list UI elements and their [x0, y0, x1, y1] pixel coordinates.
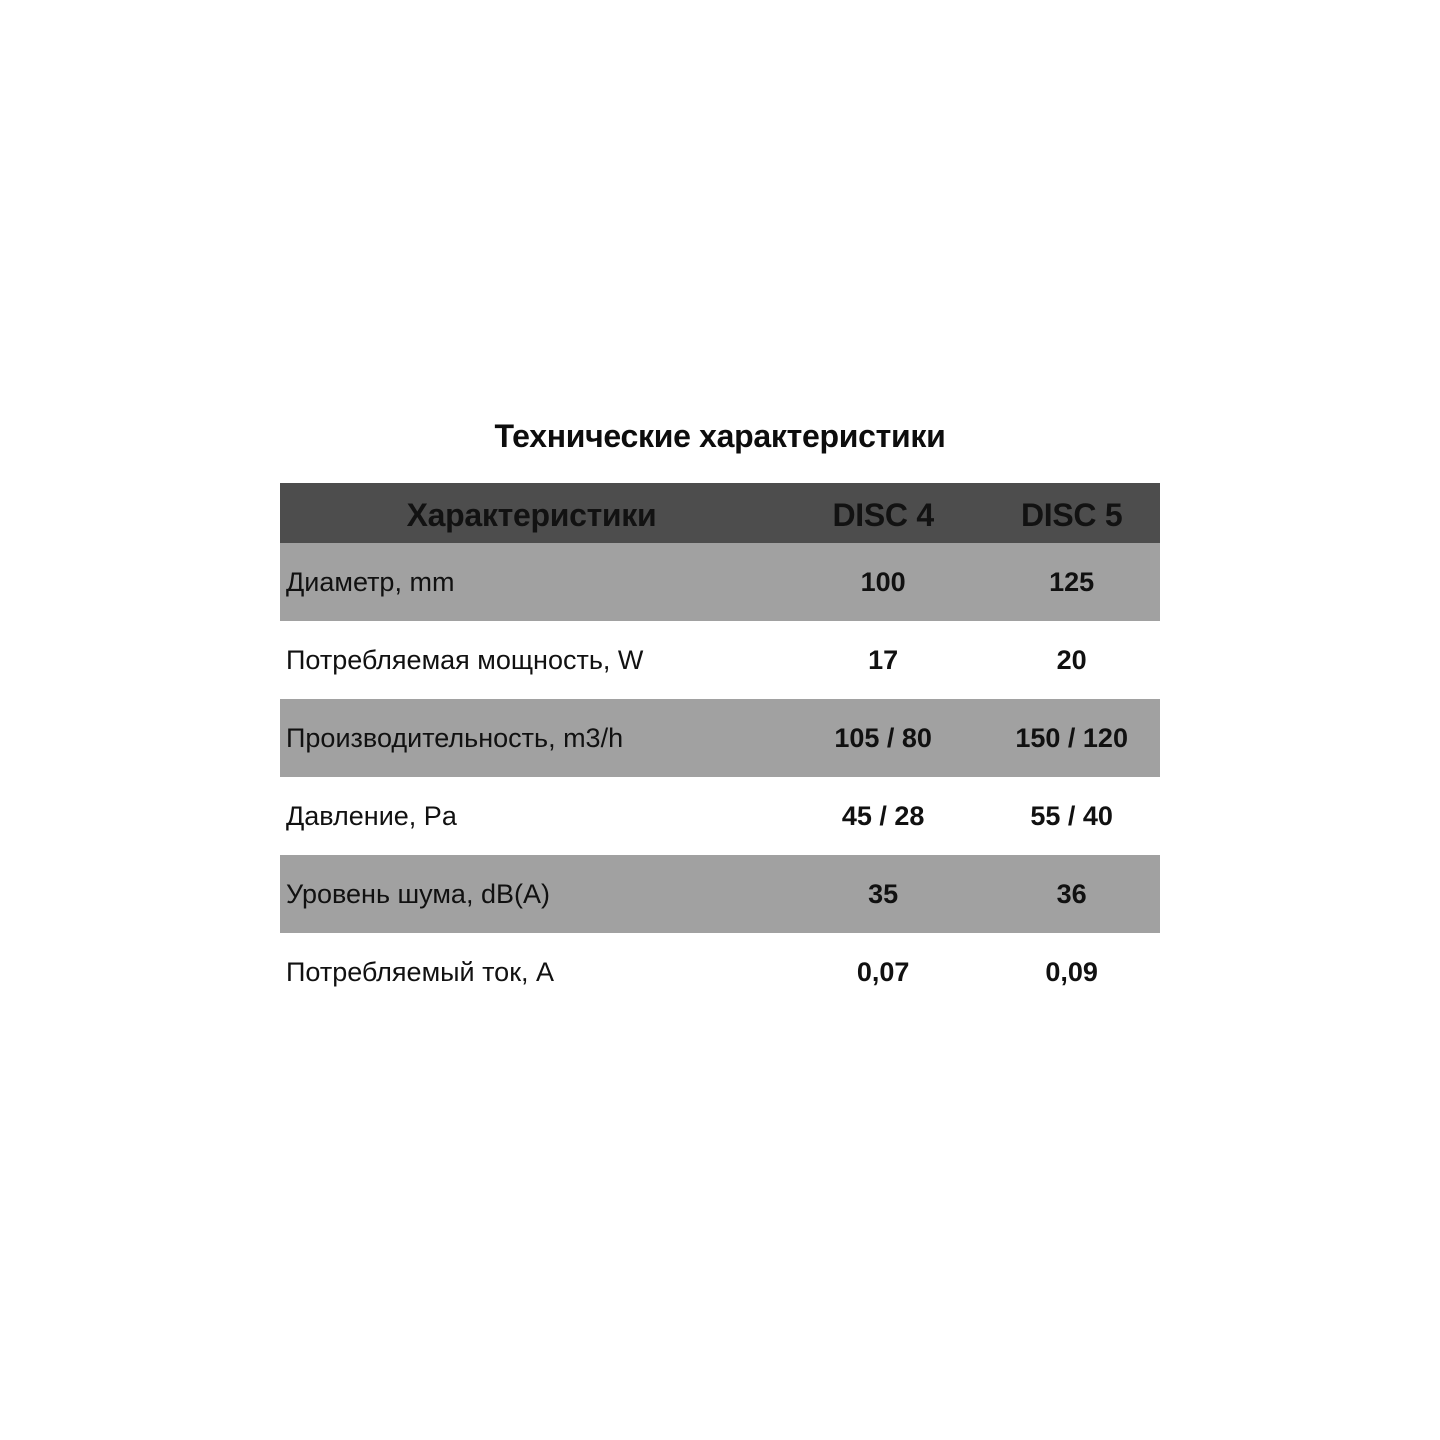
- disc4-value: 45 / 28: [841, 800, 925, 831]
- header-disc-5: DISC 5: [1020, 496, 1123, 533]
- disc4-value: 105 / 80: [834, 722, 932, 753]
- table-row-power: [280, 621, 1160, 699]
- table-row-capacity: [280, 699, 1160, 777]
- disc5-value: 20: [1056, 644, 1087, 675]
- header-disc-4: DISC 4: [832, 496, 934, 533]
- page-title: Технические характеристики: [494, 418, 946, 454]
- disc5-value: 125: [1049, 566, 1095, 597]
- table-header-row: [280, 483, 1160, 543]
- row-label: Диаметр, mm: [286, 566, 455, 597]
- table-row-pressure: [280, 777, 1160, 855]
- disc5-value: 55 / 40: [1030, 800, 1113, 831]
- header-characteristics: Характеристики: [406, 496, 657, 533]
- row-label: Производительность, m3/h: [286, 722, 624, 753]
- table-row-diameter: [280, 543, 1160, 621]
- disc5-value: 0,09: [1045, 956, 1098, 987]
- disc5-value: 150 / 120: [1015, 722, 1128, 753]
- row-label: Потребляемая мощность, W: [286, 644, 644, 675]
- disc4-value: 0,07: [856, 956, 910, 987]
- row-label: Уровень шума, dB(A): [286, 878, 550, 909]
- disc4-value: 17: [868, 644, 899, 675]
- disc4-value: 35: [868, 878, 899, 909]
- table-row-current: [280, 933, 1160, 1011]
- disc4-value: 100: [860, 566, 906, 597]
- specifications-table: [280, 483, 1160, 1011]
- table-row-noise: [280, 855, 1160, 933]
- row-label: Потребляемый ток, A: [286, 956, 555, 987]
- row-label: Давление, Pa: [286, 800, 457, 831]
- disc5-value: 36: [1056, 878, 1087, 909]
